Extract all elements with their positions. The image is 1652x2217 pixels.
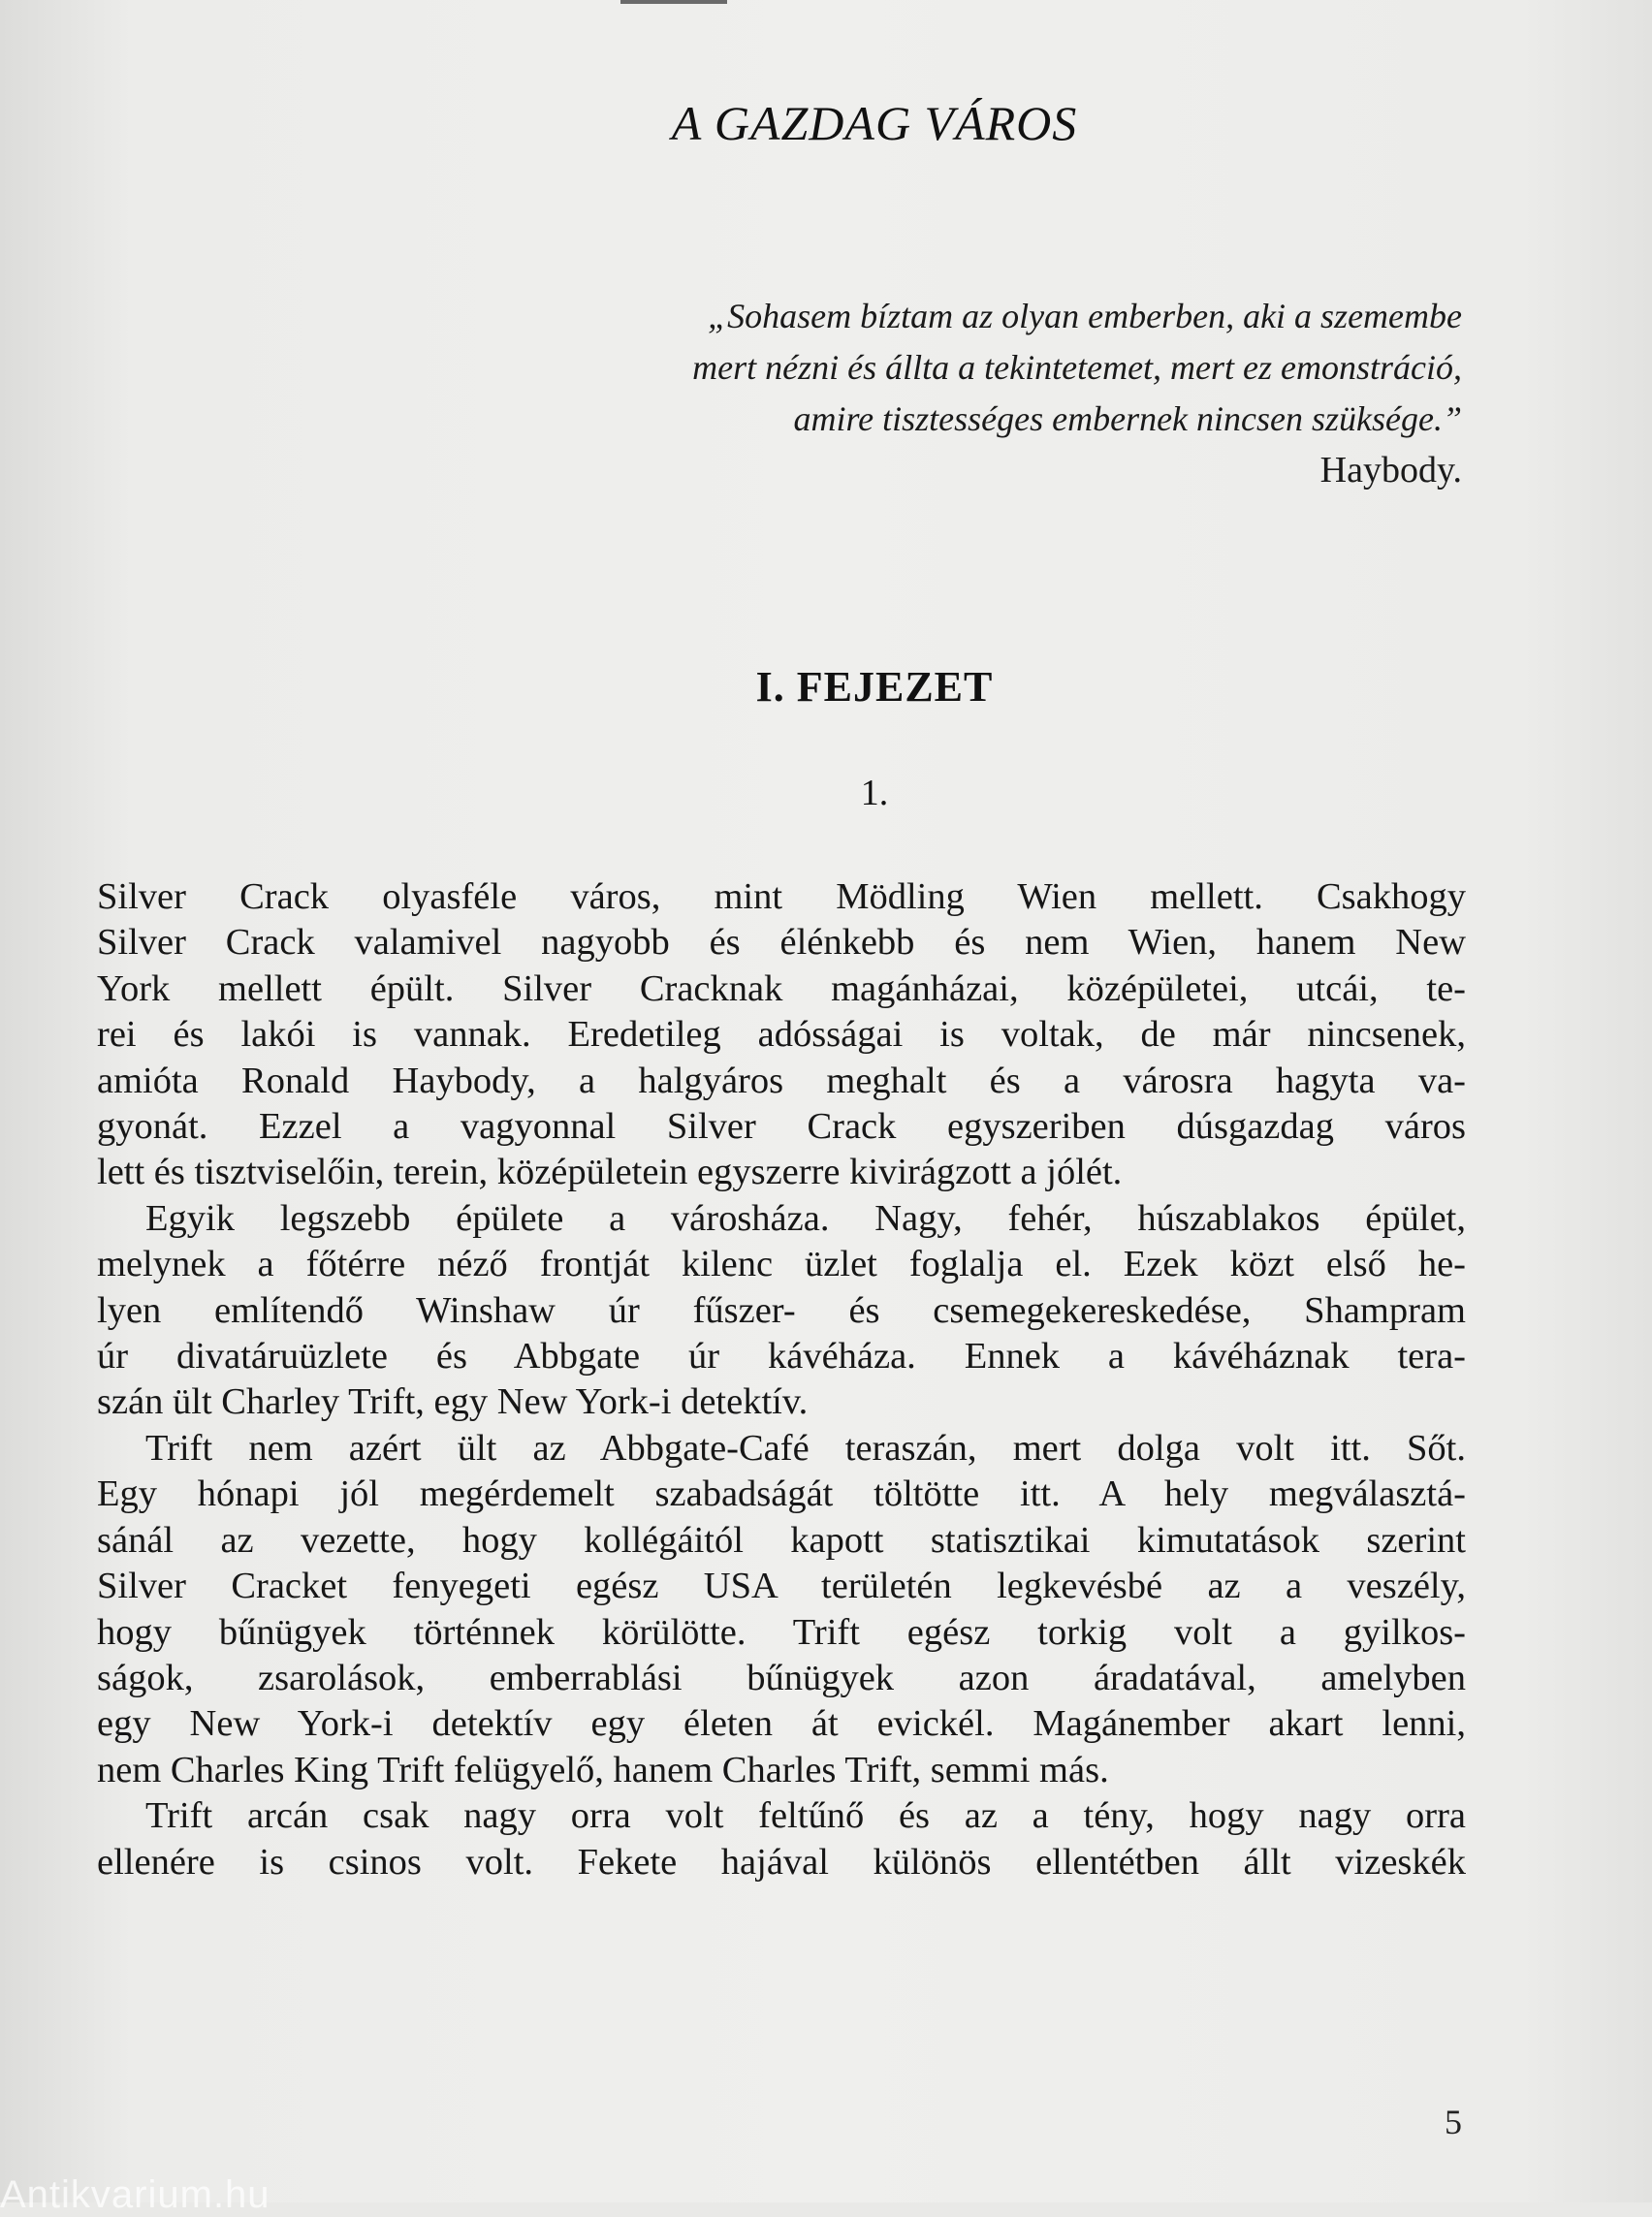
page-number: 5: [1445, 2103, 1462, 2141]
text-line: lyen említendő Winshaw úr fűszer- és csemegekereskedése, Shampram: [97, 1289, 1466, 1331]
book-title: A GAZDAG VÁROS: [671, 96, 1078, 150]
text-line: melynek a főtérre néző frontját kilenc üzlet foglalja el. Ezek közt első he-: [97, 1244, 1466, 1285]
text-line: hogy bűnügyek történnek körülötte. Trift egész torkig volt a gyilkos-: [97, 1611, 1466, 1653]
epigraph: [692, 291, 1462, 496]
watermark: Antikvarium.hu: [0, 2173, 270, 2216]
epigraph-line: amire tisztességes embernek nincsen szüksége.”: [793, 399, 1462, 438]
text-line: egy New York-i detektív egy életen át evickél. Magánember akart lenni,: [97, 1703, 1466, 1745]
section-number: 1.: [860, 773, 889, 813]
previous-page-remnant: [620, 0, 727, 4]
text-line: sánál az vezette, hogy kollégáitól kapott statisztikai kimutatások szerint: [97, 1519, 1466, 1561]
epigraph-line: „Sohasem bíztam az olyan emberben, aki a szemembe: [708, 297, 1462, 335]
paragraph: [97, 1196, 1466, 1426]
paragraph: [97, 1793, 1466, 1885]
text-line: Egy hónapi jól megérdemelt szabadságát töltötte itt. A hely megválasztá-: [97, 1473, 1466, 1515]
text-line: nem Charles King Trift felügyelő, hanem Charles Trift, semmi más.: [97, 1749, 1109, 1790]
chapter-title: I. FEJEZET: [755, 663, 994, 711]
text-line: Silver Crack valamivel nagyobb és élénkebb és nem Wien, hanem New: [97, 922, 1466, 964]
epigraph-line: mert nézni és állta a tekintetemet, mert ez emonstráció,: [692, 348, 1462, 387]
paragraph: [97, 1426, 1466, 1793]
body-text: [97, 874, 1466, 1885]
text-line: szán ült Charley Trift, egy New York-i detektív.: [97, 1381, 809, 1423]
text-line: amióta Ronald Haybody, a halgyáros meghalt és a városra hagyta va-: [97, 1060, 1466, 1101]
text-line: Trift arcán csak nagy orra volt feltűnő és az a tény, hogy nagy orra: [145, 1795, 1466, 1837]
text-line: Egyik legszebb épülete a városháza. Nagy, fehér, húszablakos épület,: [145, 1197, 1466, 1239]
text-line: rei és lakói is vannak. Eredetileg adósságai is voltak, de már nincsenek,: [97, 1014, 1466, 1056]
paragraph: [97, 874, 1466, 1196]
text-line: lett és tisztviselőin, terein, középületein egyszerre kivirágzott a jólét.: [97, 1152, 1123, 1193]
text-line: gyonát. Ezzel a vagyonnal Silver Crack egyszeriben dúsgazdag város: [97, 1106, 1466, 1148]
text-line: úr divatáruüzlete és Abbgate úr kávéháza. Ennek a kávéháznak tera-: [97, 1336, 1466, 1378]
epigraph-author: Haybody.: [1319, 450, 1462, 491]
text-line: Silver Crack olyasféle város, mint Mödling Wien mellett. Csakhogy: [97, 876, 1466, 917]
text-line: York mellett épült. Silver Cracknak magánházai, középületei, utcái, te-: [97, 967, 1466, 1009]
text-line: ságok, zsarolások, emberrablási bűnügyek azon áradatával, amelyben: [97, 1657, 1466, 1698]
text-line: Silver Cracket fenyegeti egész USA területén legkevésbé az a veszély,: [97, 1566, 1466, 1607]
text-line: ellenére is csinos volt. Fekete hajával különös ellentétben állt vizeskék: [97, 1841, 1466, 1883]
text-line: Trift nem azért ült az Abbgate-Café teraszán, mert dolga volt itt. Sőt.: [145, 1427, 1466, 1469]
